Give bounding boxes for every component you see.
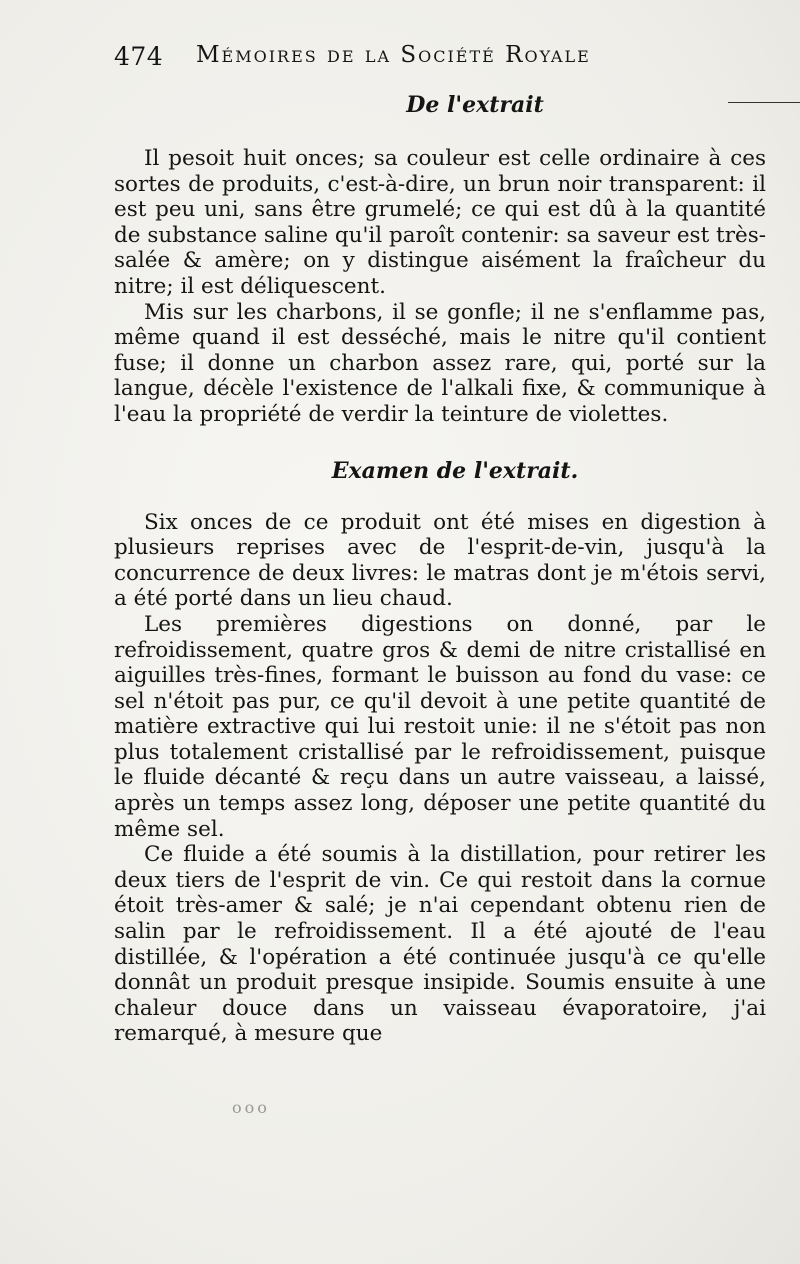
paragraph-2: Mis sur les charbons, il se gonfle; il ne s'enflamme pas, même quand il est desséché, mais le nitre qu'il contient fuse; il donne un charbon assez rare, qui, porté sur la langue, décèle l'existence de l'alkali fixe, & communique à l'eau la propriété de verdir la teinture de violettes.	[114, 299, 766, 427]
paragraph-3: Six onces de ce produit ont été mises en digestion à plusieurs reprises avec de l'esprit-de-vin, jusqu'à la concurrence de deux livres: le matras dont je m'étois servi, a été porté dans un lieu chaud.	[114, 509, 766, 612]
paragraph-4: Les premières digestions on donné, par le refroidissement, quatre gros & demi de nitre cristallisé en aiguilles très-fines, formant le buisson au fond du vase: ce sel n'étoit pas pur, ce qu'il devoit à une petite quantité de matière extractive qui lui restoit unie: il ne s'étoit pas non plus totalement cristallisé par le refroidissement, puisque le fluide décanté & reçu dans un autre vaisseau, a laissé, après un temps assez long, déposer une petite quantité du même sel.	[114, 611, 766, 842]
signature-mark: ooo	[232, 1098, 270, 1117]
section-title-examen: Examen de l'extrait.	[331, 457, 579, 484]
section-title-extrait: De l'extrait	[406, 92, 544, 118]
page-header	[114, 38, 698, 78]
paragraph-5: Ce fluide a été soumis à la distillation, pour retirer les deux tiers de l'esprit de vin. Ce qui restoit dans la cornue étoit très-amer & salé; je n'ai cependant obtenu rien de salin par le refroidissement. Il a été ajouté de l'eau distillée, & l'opération a été continuée jusqu'à ce qu'elle donnât un produit presque insipide. Soumis ensuite à une chaleur douce dans un vaisseau évaporatoire, j'ai remarqué, à mesure que	[114, 842, 766, 1047]
body-text	[114, 92, 766, 1047]
paragraph-1: Il pesoit huit onces; sa couleur est celle ordinaire à ces sortes de produits, c'est-à-dire, un brun noir transparent: il est peu uni, sans être grumelé; ce qui est dû à la quantité de substance saline qu'il paroît contenir: sa saveur est très-salée & amère; on y distingue aisément la fraîcheur du nitre; il est déliquescent.	[114, 146, 766, 299]
running-head: Mémoires de la Société Royale	[196, 42, 591, 68]
page-number: 474	[114, 42, 164, 71]
